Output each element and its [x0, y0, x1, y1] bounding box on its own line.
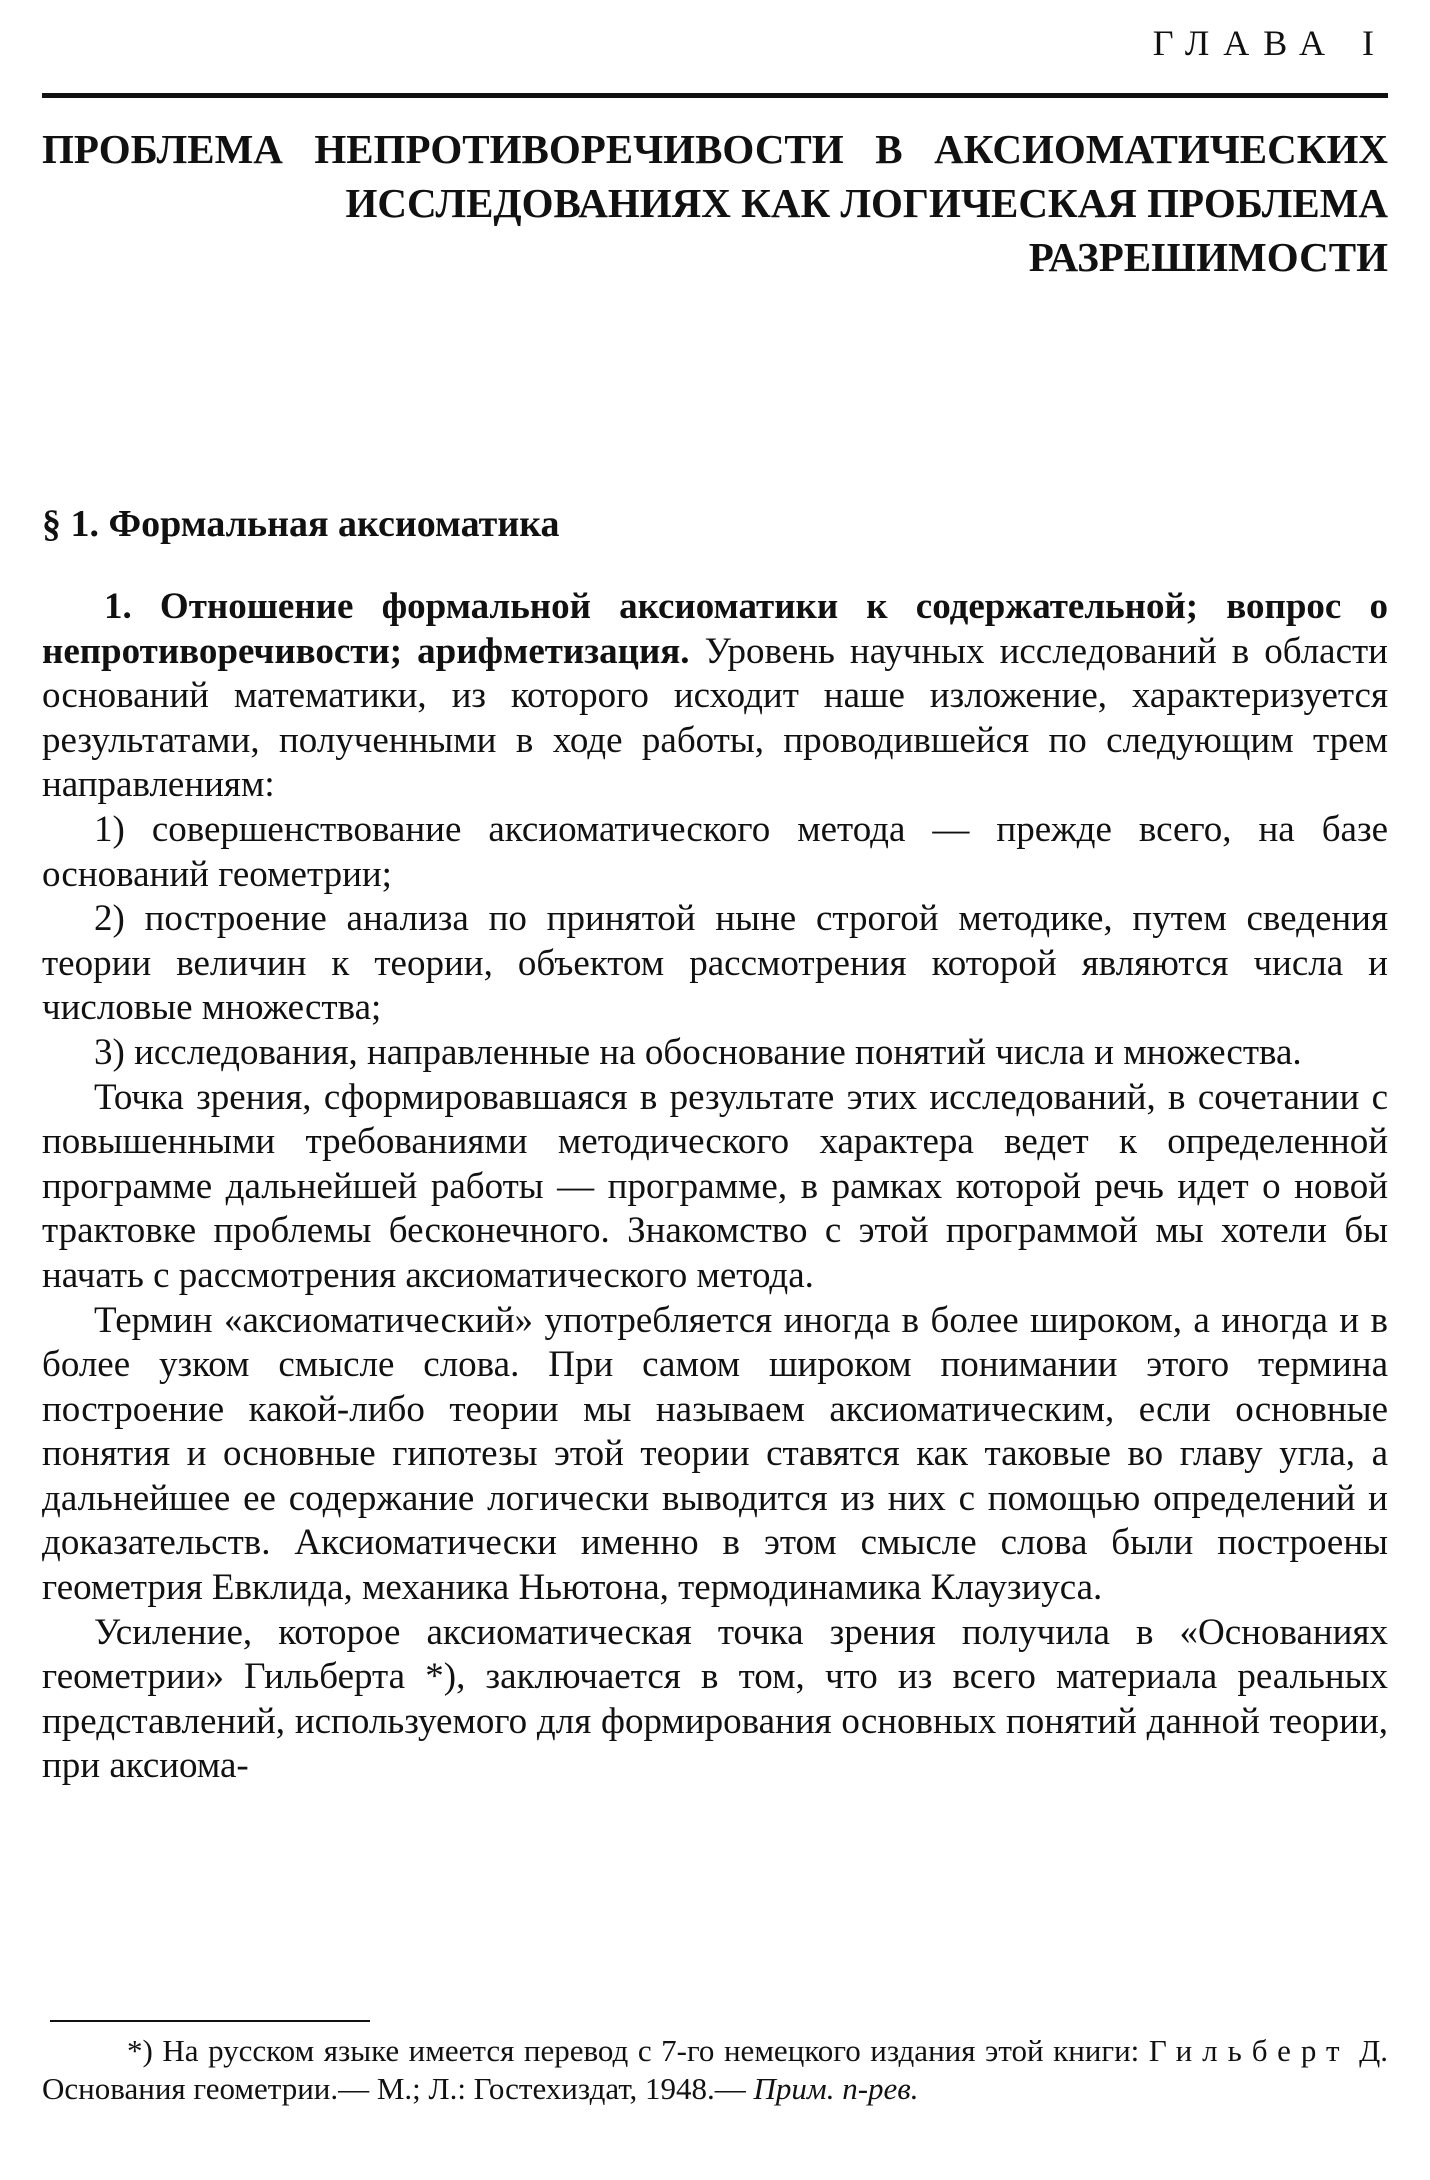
list-item-1: 1) совершенствование аксиоматического метода — прежде всего, на базе оснований геометрии;: [42, 808, 1388, 895]
list-item-3: 3) исследования, направленные на обоснование понятий числа и множества.: [94, 1031, 1302, 1073]
subsection-title: 1. Отношение формальной аксиоматики к содержательной; вопрос о непротиворечивости; арифметизация.: [42, 586, 1388, 672]
paragraph-3: Термин «аксиоматический» употребляется иногда в более широком, а иногда и в более узком смысле слова. При самом широком понимании этого термина построение какой-либо теории мы называем аксиоматическим, если основные понятия и основные гипотезы этой теории ставятся как таковые во главу угла, а дальнейшее ее содержание логически выводится из них с помощью определений и доказательств. Аксиоматически именно в этом смысле слова были построены геометрия Евклида, механика Ньютона, термодинамика Клаузиуса.: [42, 1299, 1388, 1609]
footnote-part: *) На русском языке имеется перевод с 7-го немецкого издания этой книги:: [127, 2033, 1149, 2068]
footnote-rule: [50, 2020, 370, 2022]
footnote-part: Д. Основания геометрии.— М.; Л.: Гостехиздат, 1948.—: [42, 2033, 1388, 2106]
chapter-title-line: РАЗРЕШИМОСТИ: [1028, 234, 1388, 280]
paragraph-4: Усиление, которое аксиоматическая точка зрения получила в «Основаниях геометрии» Гильберта *), заключается в том, что из всего материала реальных представлений, используемого для формирования основных понятий данной теории, при аксиома-: [42, 1611, 1388, 1787]
section-heading: § 1. Формальная аксиоматика: [42, 503, 560, 545]
paragraph-2: Точка зрения, сформировавшаяся в результате этих исследований, в сочетании с повышенными требованиями методического характера ведет к определенной программе дальнейшей работы — программе, в рамках которой речь идет о новой трактовке проблемы бесконечного. Знакомство с этой программой мы хотели бы начать с рассмотрения аксиоматического метода.: [42, 1076, 1388, 1296]
chapter-title-line: ПРОБЛЕМА НЕПРОТИВОРЕЧИВОСТИ В АКСИОМАТИЧЕСКИХ: [42, 126, 1388, 172]
header-rule: [42, 93, 1388, 98]
body-text: [42, 585, 1388, 1789]
translator-note: Прим. п-рев.: [753, 2071, 919, 2106]
paragraph-text: Уровень научных исследований в области оснований математики, из которого исходит наше изложение, характеризуется результатами, полученными в ходе работы, проводившейся по следующим трем направлениям:: [42, 630, 1388, 806]
footnote-text: [42, 2032, 1388, 2108]
chapter-title: [42, 122, 1388, 284]
footnote: [42, 2032, 1388, 2108]
footnote-author: Гильберт: [1148, 2033, 1350, 2068]
chapter-label: ГЛАВА I: [1152, 23, 1388, 63]
paragraph-1: [42, 585, 1388, 808]
list-item-2: 2) построение анализа по принятой ныне строгой методике, путем сведения теории величин к теории, объектом рассмотрения которой являются числа и числовые множества;: [42, 898, 1388, 1029]
chapter-title-line: ИССЛЕДОВАНИЯХ КАК ЛОГИЧЕСКАЯ ПРОБЛЕМА: [345, 180, 1388, 226]
